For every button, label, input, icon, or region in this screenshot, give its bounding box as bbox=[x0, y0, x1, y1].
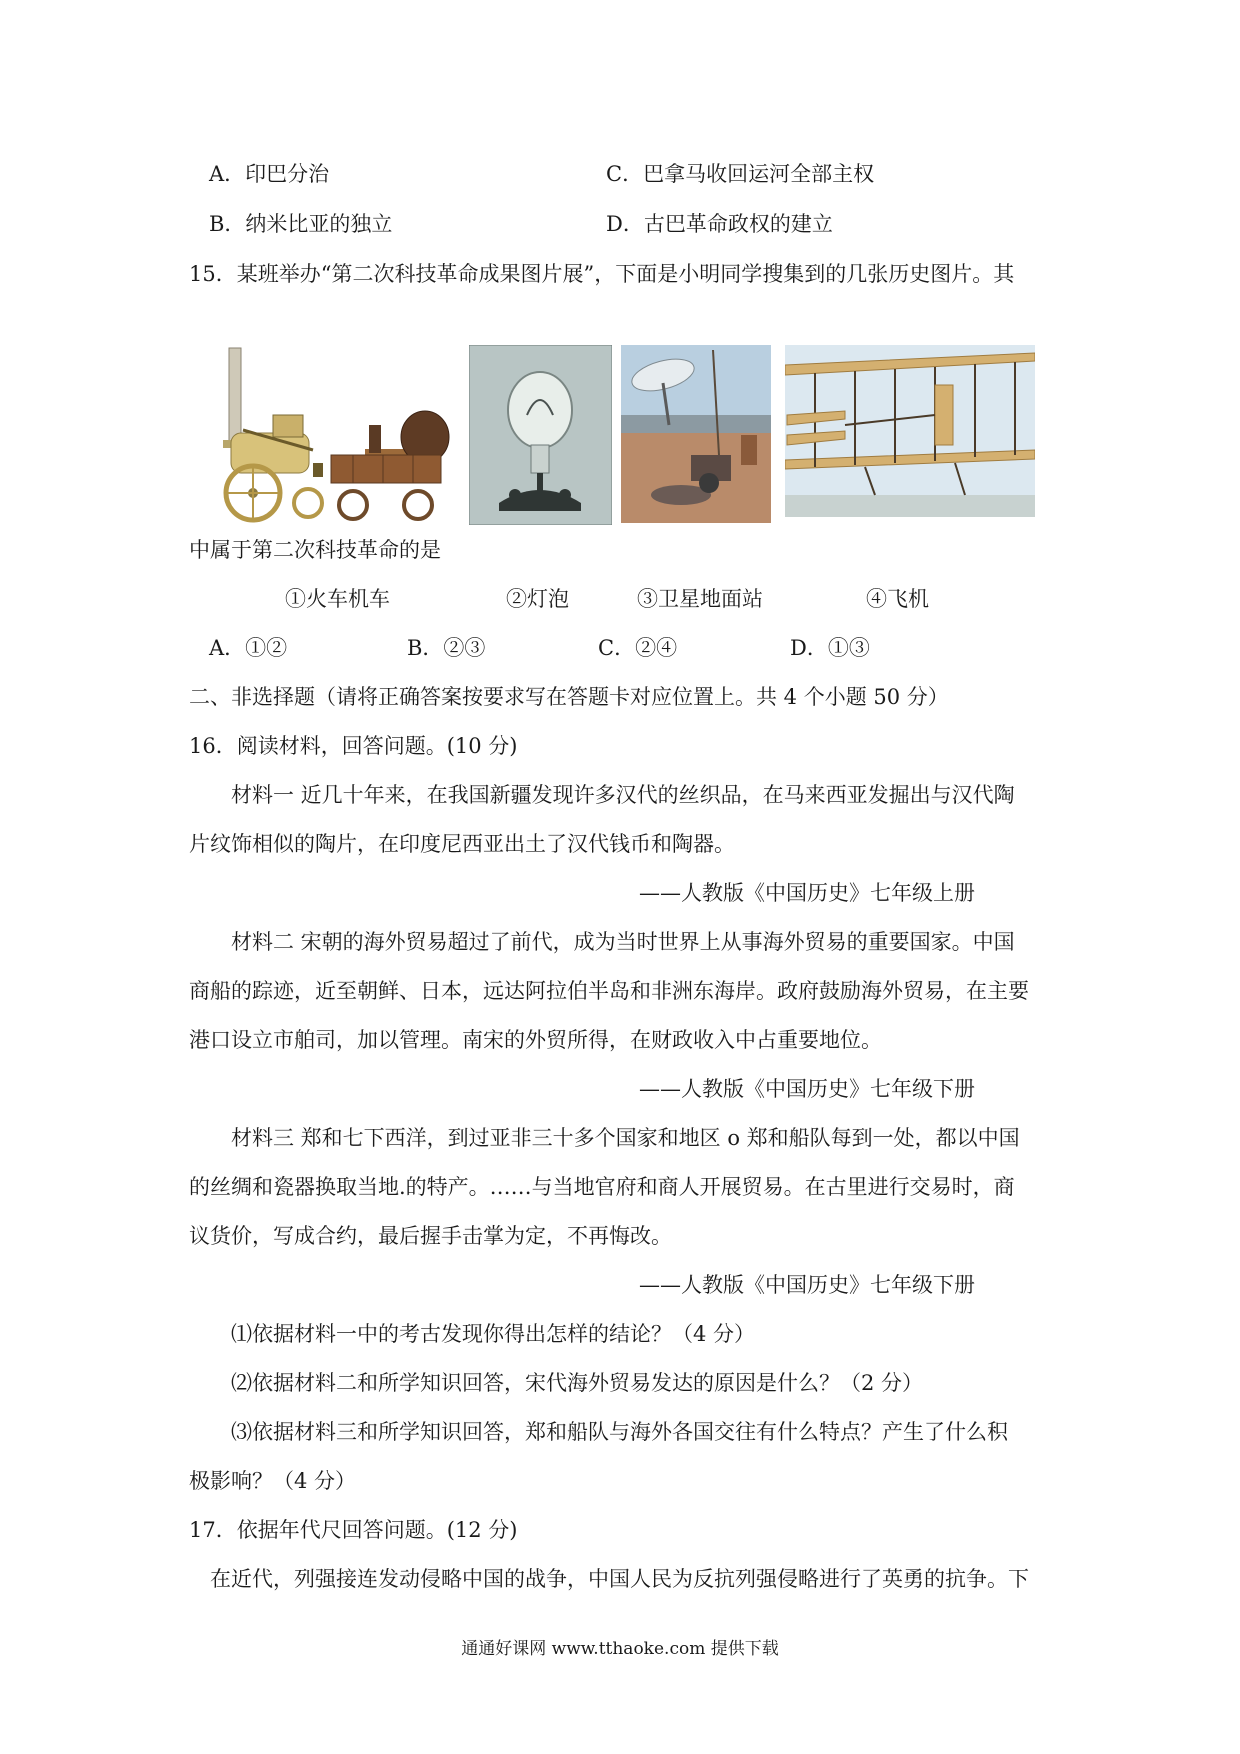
q15-option-d: D．①③ bbox=[790, 636, 870, 660]
airplane-image bbox=[785, 345, 1035, 517]
q16-question-3-line2: 极影响？（4 分） bbox=[189, 1469, 357, 1493]
q16-material1-line2: 片纹饰相似的陶片，在印度尼西亚出土了汉代钱币和陶器。 bbox=[189, 832, 735, 856]
q15-option-a: A．①② bbox=[209, 636, 288, 660]
q16-material2-line2: 商船的踪迹，近至朝鲜、日本，远达阿拉伯半岛和非洲东海岸。政府鼓励海外贸易，在主要 bbox=[189, 979, 1029, 1003]
q16-question-1: ⑴依据材料一中的考古发现你得出怎样的结论？（4 分） bbox=[231, 1322, 756, 1346]
section-2-heading: 二、非选择题（请将正确答案按要求写在答题卡对应位置上。共 4 个小题 50 分） bbox=[189, 685, 949, 709]
q15-item-1: ①火车机车 bbox=[285, 587, 390, 611]
q16-material2-source: ——人教版《中国历史》七年级下册 bbox=[639, 1077, 975, 1101]
q15-option-c: C．②④ bbox=[598, 636, 678, 660]
q14-option-b: B．纳米比亚的独立 bbox=[209, 212, 393, 236]
q16-material3-line1: 材料三 郑和七下西洋，到过亚非三十多个国家和地区 o 郑和船队每到一处，都以中国 bbox=[231, 1126, 1020, 1150]
locomotive-image bbox=[213, 345, 463, 525]
q15-stem-line2: 中属于第二次科技革命的是 bbox=[189, 538, 441, 562]
q15-option-b: B．②③ bbox=[407, 636, 486, 660]
q16-material2-line3: 港口设立市舶司，加以管理。南宋的外贸所得，在财政收入中占重要地位。 bbox=[189, 1028, 882, 1052]
q17-line1: 在近代，列强接连发动侵略中国的战争，中国人民为反抗列强侵略进行了英勇的抗争。下 bbox=[210, 1567, 1029, 1591]
q16-material3-source: ——人教版《中国历史》七年级下册 bbox=[639, 1273, 975, 1297]
q16-title: 16．阅读材料，回答问题。(10 分) bbox=[189, 734, 518, 758]
page-footer: 通通好课网 www.tthaoke.com 提供下载 bbox=[461, 1639, 779, 1659]
light-bulb-image bbox=[469, 345, 612, 525]
q15-item-3: ③卫星地面站 bbox=[637, 587, 763, 611]
q15-item-4: ④飞机 bbox=[866, 587, 929, 611]
q14-option-c: C．巴拿马收回运河全部主权 bbox=[606, 162, 875, 186]
q16-material3-line2: 的丝绸和瓷器换取当地.的特产。……与当地官府和商人开展贸易。在古里进行交易时，商 bbox=[189, 1175, 1015, 1199]
q15-stem-line1: 15．某班举办“第二次科技革命成果图片展”，下面是小明同学搜集到的几张历史图片。其 bbox=[189, 262, 1015, 286]
q14-option-a: A．印巴分治 bbox=[209, 162, 330, 186]
q16-question-2: ⑵依据材料二和所学知识回答，宋代海外贸易发达的原因是什么？（2 分） bbox=[231, 1371, 924, 1395]
q14-option-d: D．古巴革命政权的建立 bbox=[606, 212, 833, 236]
q16-material2-line1: 材料二 宋朝的海外贸易超过了前代，成为当时世界上从事海外贸易的重要国家。中国 bbox=[231, 930, 1015, 954]
q16-material1-source: ——人教版《中国历史》七年级上册 bbox=[639, 881, 975, 905]
q15-item-2: ②灯泡 bbox=[506, 587, 569, 611]
satellite-ground-station-image bbox=[621, 345, 771, 523]
q16-material3-line3: 议货价，写成合约，最后握手击掌为定，不再悔改。 bbox=[189, 1224, 672, 1248]
q17-title: 17．依据年代尺回答问题。(12 分) bbox=[189, 1518, 518, 1542]
q16-question-3-line1: ⑶依据材料三和所学知识回答，郑和船队与海外各国交往有什么特点？产生了什么积 bbox=[231, 1420, 1008, 1444]
q16-material1-line1: 材料一 近几十年来，在我国新疆发现许多汉代的丝织品，在马来西亚发掘出与汉代陶 bbox=[231, 783, 1015, 807]
